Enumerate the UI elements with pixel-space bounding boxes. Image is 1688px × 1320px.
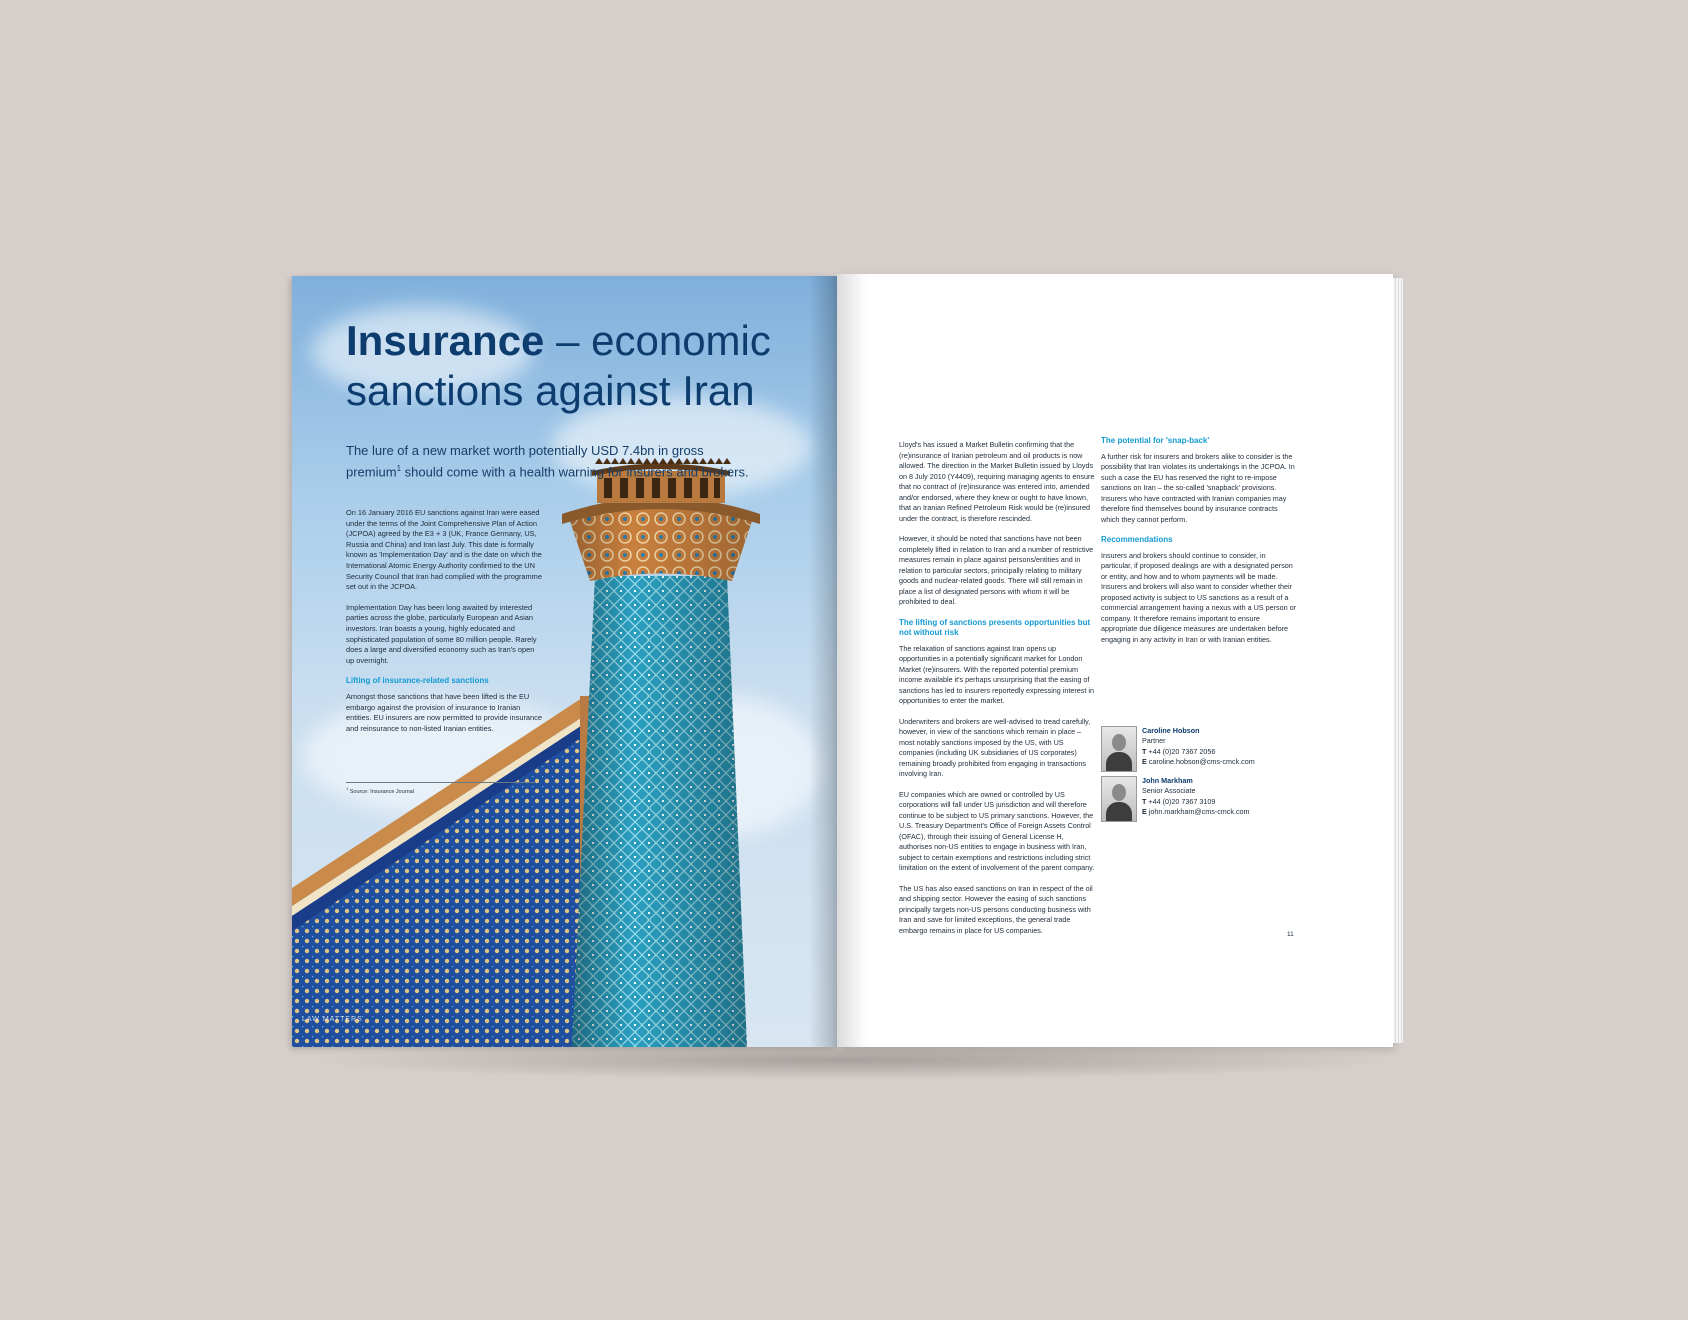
- footnote-divider: [346, 782, 536, 783]
- contact-name: John Markham: [1142, 776, 1193, 785]
- body-paragraph: EU companies which are owned or controlled by US corporations will fall under US jurisdiction and will therefore continue to be subject to US primary sanctions. However, the U.S. Treasury Department's Office of Foreign Assets Control (OFAC), through their issuing of General License H, authorises non-US entities to engage in business with Iran, subject to certain exemptions and restrictions including strict limitation on the extent of involvement of the parent company.: [899, 789, 1095, 872]
- body-paragraph: Lloyd's has issued a Market Bulletin confirming that the (re)insurance of Iranian petroleum and oil products is now allowed. The direction in the Market Bulletin issued by Lloyds on 8 July 2010 (Y4409), requiring managing agents to ensure that no contract of (re)insurance was entered into, amended and/or endorsed, where they knew or ought to have known, that an Iranian Refined Petroleum Risk would be (re)insured under the contract, is therefore rescinded.: [899, 440, 1095, 523]
- section-heading: The lifting of sanctions presents opportunities but not without risk: [899, 617, 1091, 637]
- contact-name: Caroline Hobson: [1142, 726, 1200, 735]
- avatar: [1101, 776, 1137, 822]
- body-paragraph: The relaxation of sanctions against Iran opens up opportunities in a potentially significant market for London Market (re)insurers. With the reported potential premium income available it's perhaps unsurprising that the easing of sanctions has led to insurers reportedly expressing interest in opportunities to enter the market.: [899, 643, 1094, 705]
- body-paragraph: A further risk for insurers and brokers alike to consider is the possibility that Iran violates its undertakings in the JCPOA. In such a case the EU has reserved the right to re-impose sanctions on Iran – the so-called 'snapback' provisions. Insurers who have contracted with Iranian companies may therefore find themselves bound by insurance contracts which they cannot perform.: [1101, 451, 1295, 524]
- body-paragraph: On 16 January 2016 EU sanctions against Iran were eased under the terms of the Joint Comprehensive Plan of Action (JCPOA) agreed by the E3 + 3 (UK, France Germany, US, Russia and China) and Iran last July. This date is formally known as 'Implementation Day' and is the date on which the International Atomic Energy Authority confirmed to the UN Security Council that Iran had complied with the programme set out in the JCPOA.: [346, 508, 542, 592]
- body-paragraph: The US has also eased sanctions on Iran in respect of the oil and shipping sector. However the easing of such sanctions principally targets non-US persons conducting business with Iran and save for limited exceptions, the general trade embargo remains in place for US companies.: [899, 883, 1093, 935]
- contact-phone: T +44 (0)20 7367 2056: [1142, 746, 1216, 756]
- contact-email: E john.markham@cms-cmck.com: [1142, 806, 1250, 816]
- body-paragraph: Insurers and brokers should continue to consider, in particular, if proposed dealings are with a designated person or entity, and how and to whom payments will be made. Insurers and brokers will also want to consider whether their proposed activity is subject to US sanctions as a result of a commercial arrangement having a nexus with a US person or company. It therefore remains important to ensure appropriate due diligence measures are undertaken before engaging in any activity in Iran or with Iranian entities.: [1101, 550, 1296, 644]
- footnote: $^1$ Source: Insurance Journal: [346, 786, 414, 795]
- left-page: [292, 276, 837, 1047]
- body-paragraph: Underwriters and brokers are well-advised to tread carefully, however, in view of the sanctions which remain in place – most notably sanctions imposed by the US, with US companies (including UK subsidiaries of US corporates) remaining broadly prohibited from engaging in transactions involving Iran.: [899, 716, 1091, 778]
- section-heading: Recommendations: [1101, 535, 1173, 544]
- body-paragraph: Amongst those sanctions that have been lifted is the EU embargo against the provision of insurance to Iranian entities. EU insurers are now permitted to provide insurance and reinsurance to non-listed Iranian entities.: [346, 691, 542, 733]
- contact-role: Senior Associate: [1142, 786, 1196, 796]
- avatar: [1101, 726, 1137, 772]
- right-page: [837, 274, 1393, 1047]
- left-body-column: [346, 508, 544, 744]
- contact-email: E caroline.hobson@cms-cmck.com: [1142, 756, 1255, 766]
- running-footer: LAW MATTERS: [302, 1016, 363, 1023]
- spine-shadow: [809, 276, 837, 1047]
- body-paragraph: Implementation Day has been long awaited by interested parties across the globe, particularly European and Asian investors. Iran boasts a young, highly educated and sophisticated population of some 80 million people. Rarely does a large and diversified economy such as Iran's open up overnight.: [346, 602, 537, 665]
- section-heading: Lifting of insurance-related sanctions: [346, 676, 489, 686]
- section-heading: The potential for 'snap-back': [1101, 436, 1210, 445]
- contact-role: Partner: [1142, 736, 1166, 746]
- gutter-shadow: [837, 274, 867, 1047]
- page-number: 11: [1287, 931, 1294, 938]
- page-edges: [1393, 278, 1403, 1043]
- contact-card: [1101, 726, 1301, 772]
- body-paragraph: However, it should be noted that sanctions have not been completely lifted in relation to Iran and a number of restrictive measures remain in place against persons/entities and in relation to particular sectors, principally relating to military goods and nuclear-related goods. There will still remain in place a list of designated persons with whom it will be prohibited to deal.: [899, 534, 1094, 606]
- contact-phone: T +44 (0)20 7367 3109: [1142, 796, 1216, 806]
- magazine-spread: [292, 274, 1393, 1047]
- contact-card: [1101, 776, 1301, 822]
- right-body-column-2: [1101, 434, 1297, 655]
- right-body-column-1: [899, 440, 1095, 946]
- intro-standfirst: The lure of a new market worth potentially USD 7.4bn in gross premium$^1$ should come with a health warning for insurers and brokers.: [346, 443, 749, 480]
- page-title: Insurance – economic sanctions against Iran: [346, 317, 771, 414]
